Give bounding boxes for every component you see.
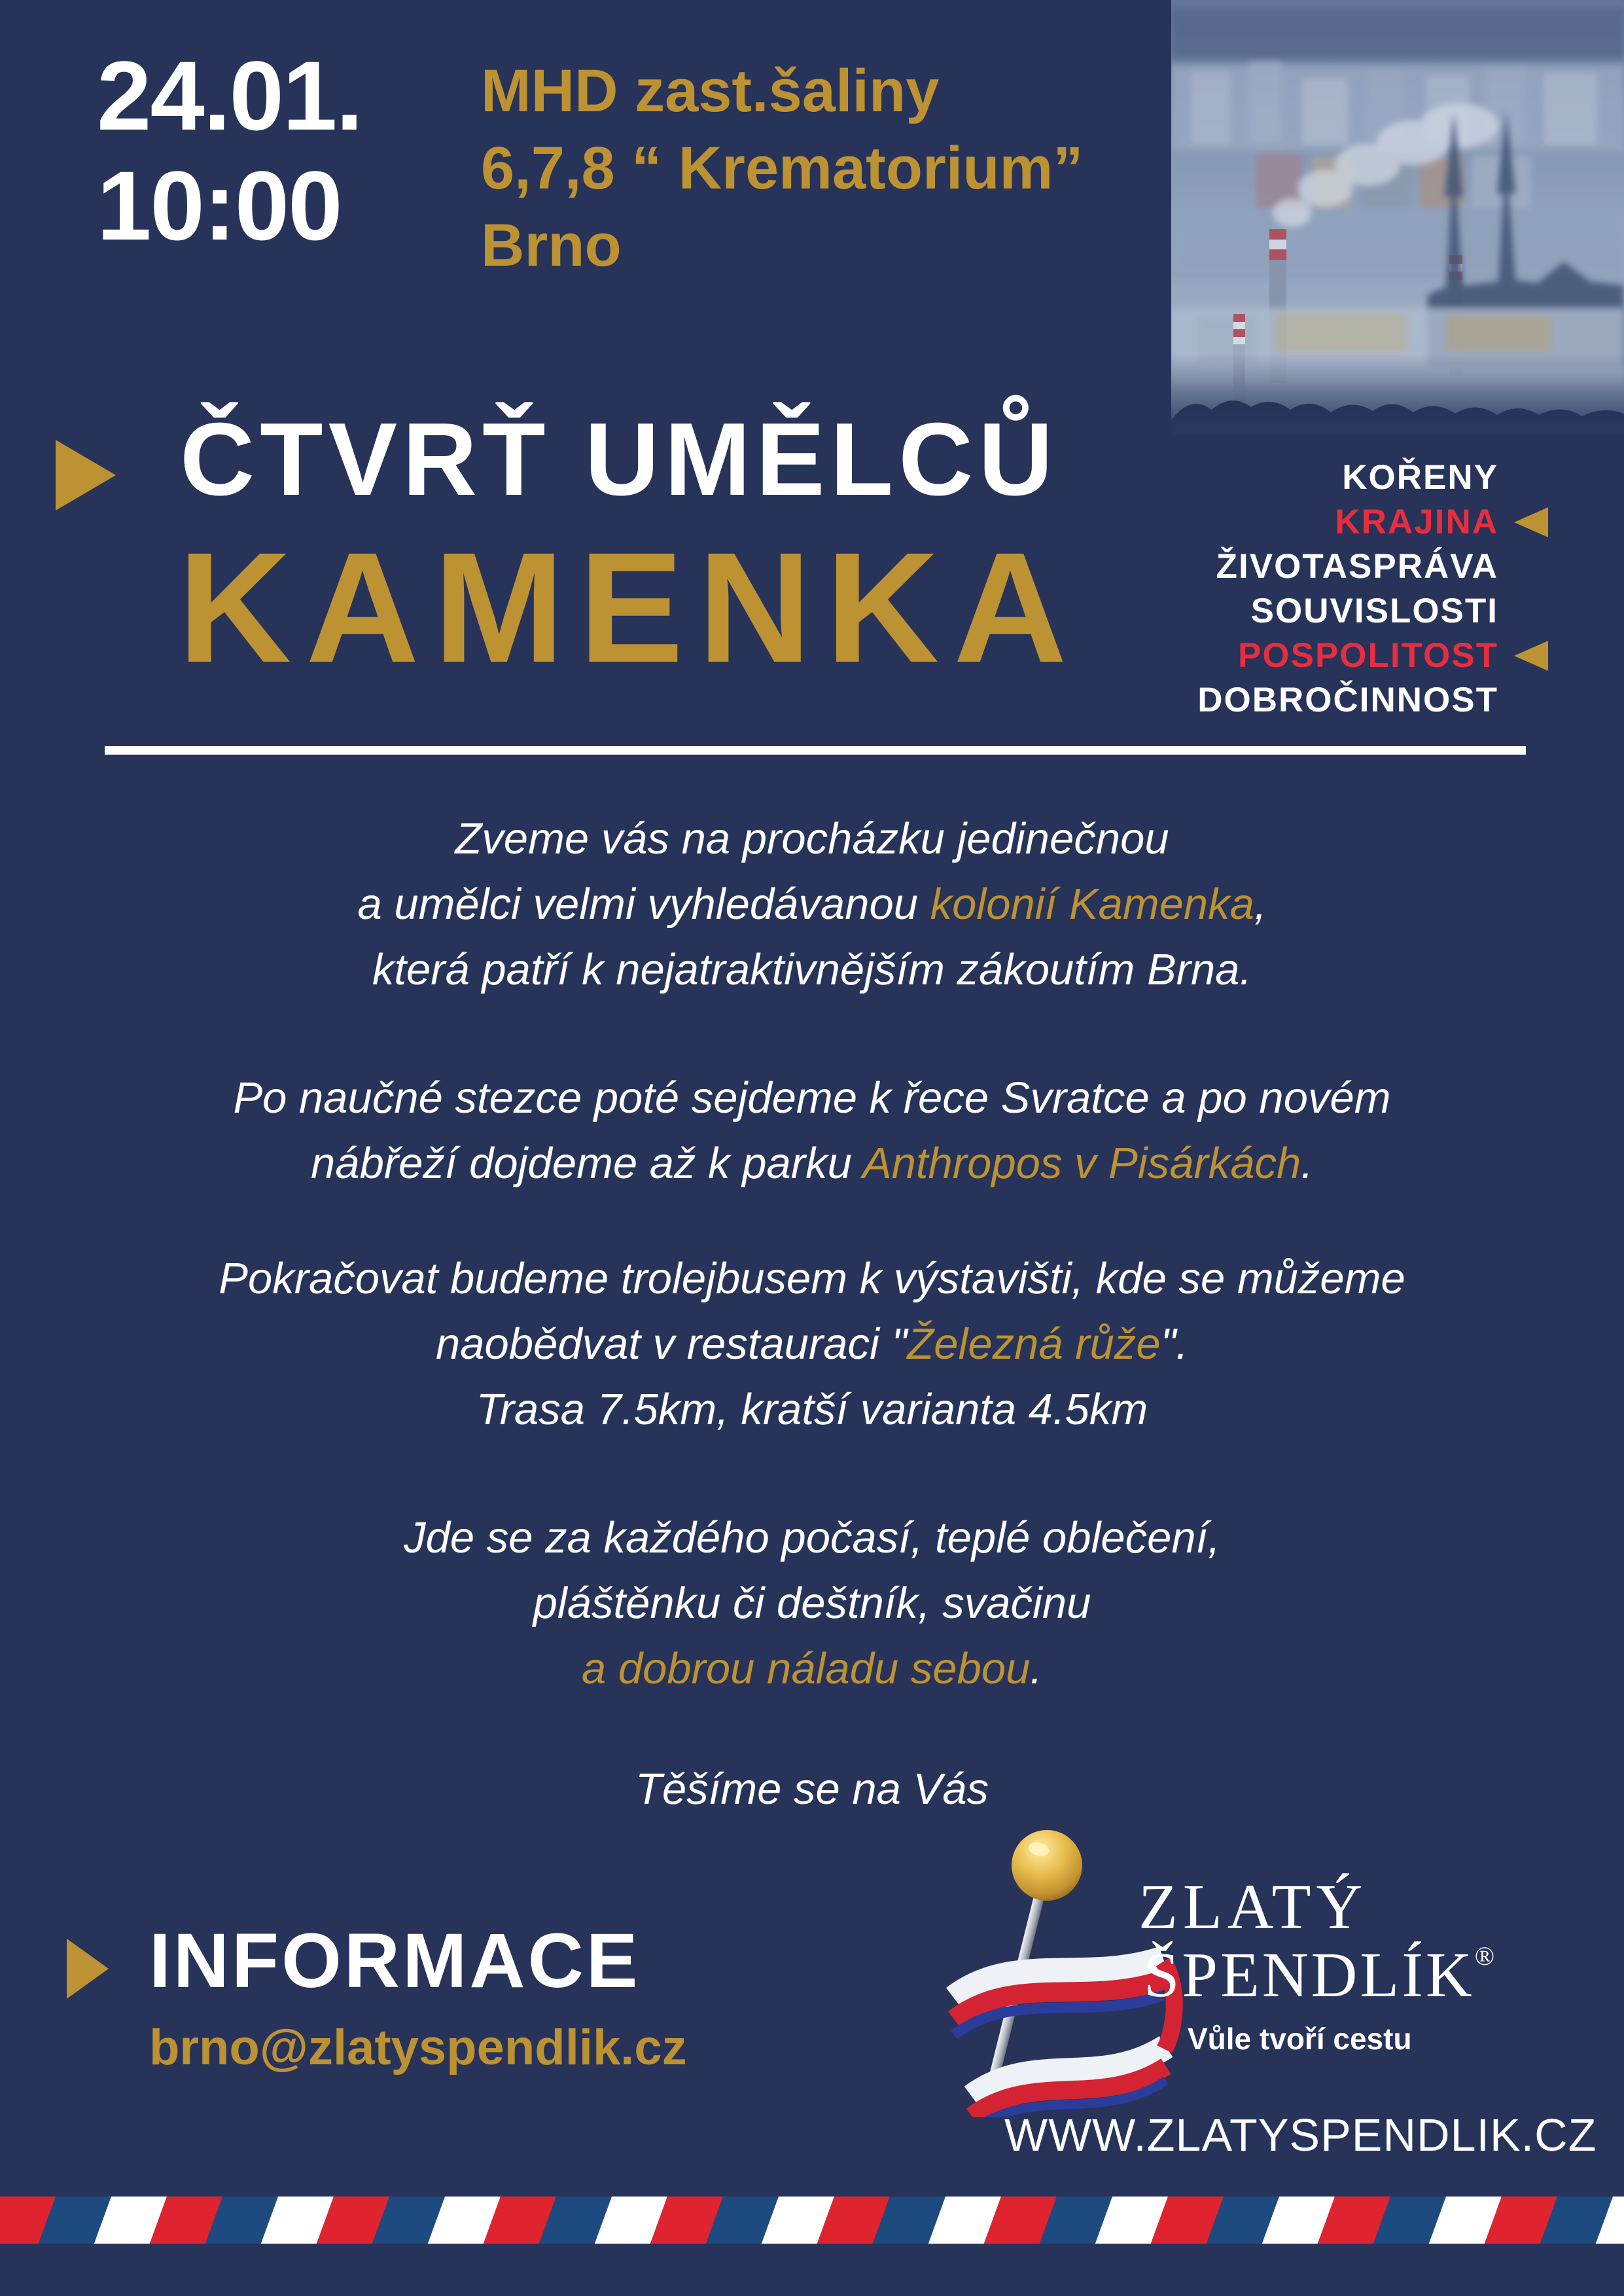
value-label: POSPOLITOST <box>1238 636 1498 675</box>
value-item-souvislosti <box>1197 589 1498 634</box>
paragraph-lunch <box>0 1246 1624 1443</box>
body-text-highlight: kolonií Kamenka <box>930 880 1254 929</box>
body-line: Jde se za každého počasí, teplé oblečení, <box>404 1513 1220 1562</box>
gold-left-arrow-icon <box>1514 507 1548 537</box>
body-line: která patří k nejatraktivnějším zákoutím Brna. <box>372 945 1252 994</box>
value-item-koreny <box>1197 456 1498 500</box>
body-text-segment: a umělci velmi vyhledávanou <box>357 880 930 929</box>
value-item-pospolitost <box>1197 634 1498 678</box>
section-divider <box>105 746 1526 755</box>
brno-skyline-photo <box>1171 0 1624 435</box>
logo-text: ŠPENDLÍK <box>1144 1940 1475 2011</box>
body-text-highlight: Anthropos v Pisárkách <box>862 1139 1301 1188</box>
info-heading: INFORMACE <box>149 1918 641 2004</box>
value-item-zivotasprava <box>1197 545 1498 589</box>
value-label: KOŘENY <box>1342 458 1498 497</box>
body-text-segment: naobědvat v restauraci " <box>436 1319 908 1369</box>
value-label: ŽIVOTASPRÁVA <box>1216 547 1498 586</box>
closing-line: Těšíme se na Vás <box>635 1765 989 1814</box>
body-text-segment: , <box>1254 880 1267 929</box>
body-line: Pokračovat budeme trolejbusem k výstavišti, kde se můžeme <box>219 1254 1405 1303</box>
body-line <box>0 872 1624 937</box>
body-text-segment: ". <box>1160 1319 1188 1369</box>
paragraph-intro <box>0 806 1624 1003</box>
transport-line: Brno <box>481 212 622 279</box>
value-item-dobrocinnost <box>1197 678 1498 723</box>
event-time: 10:00 <box>97 151 342 260</box>
values-list <box>1197 456 1498 723</box>
body-text-segment: . <box>1301 1139 1313 1188</box>
value-label: KRAJINA <box>1335 503 1498 541</box>
event-date: 24.01. <box>97 41 362 151</box>
website-link[interactable]: WWW.ZLATYSPENDLIK.CZ <box>1004 2109 1597 2161</box>
paragraph-route <box>0 1066 1624 1196</box>
body-line: Trasa 7.5km, kratší varianta 4.5km <box>476 1385 1148 1434</box>
gold-left-arrow-icon <box>1514 641 1548 671</box>
value-item-krajina <box>1197 500 1498 545</box>
logo-text: ZLATÝ <box>1139 1872 1368 1943</box>
body-text-highlight: a dobrou náladu sebou <box>581 1644 1031 1693</box>
transport-info <box>481 52 1083 284</box>
tricolor-stripe-border <box>0 2197 1624 2244</box>
value-label: DOBROČINNOST <box>1197 681 1498 719</box>
gold-right-arrow-icon <box>67 1939 109 1999</box>
gold-right-arrow-icon <box>56 440 116 511</box>
photo-haze-overlay <box>1171 0 1624 435</box>
logo-wordmark-line2 <box>1144 1939 1494 2012</box>
value-label: SOUVISLOSTI <box>1250 592 1498 630</box>
page-title: ČTVRŤ UMĚLCŮ <box>180 402 1059 517</box>
body-line <box>0 1636 1624 1702</box>
tricolor-ribbon <box>954 1959 1174 2117</box>
transport-line: MHD zast.šaliny <box>481 58 940 124</box>
logo-wordmark-line1 <box>1139 1871 1368 1944</box>
paragraph-weather <box>0 1505 1624 1702</box>
invitation-text <box>0 806 1624 1822</box>
stripe-pattern <box>0 2197 1624 2244</box>
body-line: pláštěnku či deštník, svačinu <box>533 1579 1091 1628</box>
body-line: Zveme vás na procházku jedinečnou <box>455 814 1169 863</box>
transport-line: 6,7,8 “ Krematorium” <box>481 135 1084 202</box>
body-line <box>0 1312 1624 1377</box>
body-line <box>0 1131 1624 1196</box>
page-subtitle-kamenka: KAMENKA <box>178 520 1082 695</box>
event-datetime <box>97 41 362 260</box>
body-text-segment: . <box>1030 1644 1043 1693</box>
registered-trademark-icon: ® <box>1474 1941 1495 1971</box>
body-text-segment: nábřeží dojdeme až k parku <box>311 1139 862 1188</box>
logo-tagline: Vůle tvoří cestu <box>1188 2022 1412 2056</box>
body-line: Po naučné stezce poté sejdeme k řece Svratce a po novém <box>233 1073 1391 1122</box>
contact-email-link[interactable]: brno@zlatyspendlik.cz <box>149 2020 687 2075</box>
body-text-highlight: Železná růže <box>907 1319 1161 1369</box>
